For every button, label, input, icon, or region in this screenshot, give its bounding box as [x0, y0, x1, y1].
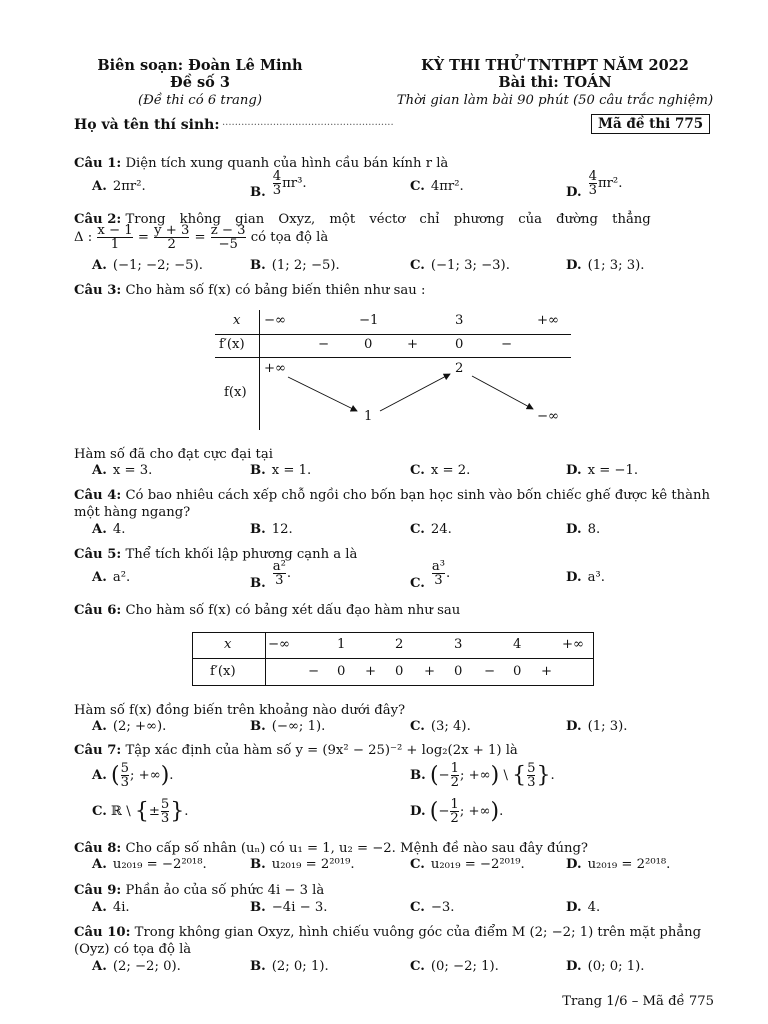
st-sign: + [541, 664, 553, 679]
question-10 [74, 924, 714, 958]
vt-f-value: 2 [455, 361, 464, 376]
st-x-value: 2 [395, 637, 404, 652]
st-fp-label: f′(x) [210, 664, 236, 679]
vt-f-value: −∞ [537, 409, 560, 424]
exam-title: KỲ THI THỬ TNTHPT NĂM 2022 [421, 57, 689, 74]
st-sign: + [365, 664, 377, 679]
question-label: Câu 7: [74, 743, 122, 758]
question-label: Câu 5: [74, 547, 122, 562]
options-q9 [92, 900, 712, 918]
options-q1 [92, 169, 712, 200]
question-text: Cho hàm số f(x) có bảng biến thiên như sau : [125, 283, 426, 298]
question-8 [74, 840, 714, 857]
option-b[interactable]: B. $\frac{\text{a²}}{3}$ . [250, 559, 292, 591]
option-d[interactable]: D. a³. [566, 570, 605, 585]
options-q8 [92, 857, 712, 875]
question-text: Tập xác định của hàm số y = (9x² − 25)⁻² + log₂(2x + 1) là [125, 743, 518, 758]
question-label: Câu 2: [74, 212, 122, 227]
option-d[interactable]: D. (0; 0; 1). [566, 959, 645, 974]
option-b[interactable]: B. (2; 0; 1). [250, 959, 329, 974]
candidate-label: Họ và tên thí sinh: [74, 117, 220, 133]
question-text: Có bao nhiêu cách xếp chỗ ngồi cho bốn bạn học sinh vào bốn chiếc ghế được kê thành một hàng ngang? [74, 488, 710, 520]
pages-note: (Đề thi có 6 trang) [138, 93, 262, 108]
question-text: Trong không gian Oxyz, một véctơ chỉ phương của đường thẳng [125, 212, 651, 227]
st-x-value: −∞ [268, 637, 291, 652]
question-6-prompt: Hàm số f(x) đồng biến trên khoảng nào dưới đây? [74, 703, 406, 718]
option-a[interactable]: A. (2; −2; 0). [92, 959, 181, 974]
vt-f-value: 1 [364, 409, 373, 424]
option-b[interactable]: B. 12. [250, 522, 293, 537]
candidate-name-field: ...................................................... [222, 117, 394, 128]
option-d[interactable]: D. $\frac{4}{3}$ πr². [566, 169, 623, 200]
question-label: Câu 4: [74, 488, 122, 503]
question-text: Cho cấp số nhân (uₙ) có u₁ = 1, u₂ = −2. Mệnh đề nào sau đây đúng? [125, 841, 588, 856]
option-c[interactable]: C. −3. [410, 900, 455, 915]
options-q6 [92, 719, 712, 737]
option-c[interactable]: C. $\frac{\text{a³}}{3}$ . [410, 559, 451, 591]
option-d[interactable]: D. x = −1. [566, 463, 639, 478]
question-7 [74, 742, 714, 759]
option-a[interactable]: A. ( $\frac{5}{3}$ ; +∞). [92, 761, 174, 790]
st-sign: 0 [513, 664, 522, 679]
option-d[interactable]: D. (− $\frac{1}{2}$ ; +∞). [410, 797, 504, 826]
options-q5 [92, 559, 712, 591]
vt-f-label: f(x) [224, 385, 247, 400]
decreasing-arrow [472, 376, 533, 409]
subject: Bài thi: TOÁN [498, 74, 612, 91]
question-4 [74, 487, 714, 521]
st-sign: + [424, 664, 436, 679]
question-3-prompt: Hàm số đã cho đạt cực đại tại [74, 447, 273, 462]
option-d[interactable]: D. u₂₀₁₉ = 2²⁰¹⁸. [566, 857, 671, 872]
question-label: Câu 9: [74, 883, 122, 898]
option-a[interactable]: A. 4. [92, 522, 126, 537]
vt-x-value: 3 [455, 313, 464, 328]
author: Biên soạn: Đoàn Lê Minh [97, 57, 303, 74]
st-sign: 0 [454, 664, 463, 679]
vt-sign: + [407, 337, 419, 352]
option-c[interactable]: C. u₂₀₁₉ = −2²⁰¹⁹. [410, 857, 525, 872]
option-c[interactable]: C. 4πr². [410, 179, 464, 194]
option-b[interactable]: B. (1; 2; −5). [250, 258, 340, 273]
exam-set: Đề số 3 [170, 74, 230, 91]
option-d[interactable]: D. (1; 3; 3). [566, 258, 645, 273]
st-sign: 0 [337, 664, 346, 679]
vt-sign: 0 [364, 337, 373, 352]
question-3 [74, 282, 714, 299]
option-c[interactable]: C. (0; −2; 1). [410, 959, 499, 974]
vt-x-value: −∞ [264, 313, 287, 328]
option-c[interactable]: C. (−1; 3; −3). [410, 258, 510, 273]
question-text: Trong không gian Oxyz, hình chiếu vuông góc của điểm M (2; −2; 1) trên mặt phẳng (Oyz) có tọa độ là [74, 925, 702, 957]
question-5 [74, 546, 714, 563]
option-c[interactable]: C. (3; 4). [410, 719, 471, 734]
option-a[interactable]: A. (−1; −2; −5). [92, 258, 203, 273]
time-note: Thời gian làm bài 90 phút (50 câu trắc nghiệm) [396, 93, 714, 108]
st-sign: − [308, 664, 320, 679]
option-a[interactable]: A. a². [92, 570, 131, 585]
question-text: Diện tích xung quanh của hình cầu bán kính r là [125, 156, 449, 171]
vt-sign: − [318, 337, 330, 352]
st-x-value: 4 [513, 637, 522, 652]
option-d[interactable]: D. 8. [566, 522, 601, 537]
st-x-value: +∞ [562, 637, 585, 652]
question-label: Câu 10: [74, 925, 131, 940]
vt-x-value: +∞ [537, 313, 560, 328]
question-text: Phần ảo của số phức 4i − 3 là [125, 883, 325, 898]
options-q3 [92, 463, 712, 481]
option-d[interactable]: D. 4. [566, 900, 601, 915]
option-b[interactable]: B. −4i − 3. [250, 900, 328, 915]
page-footer: Trang 1/6 – Mã đề 775 [562, 994, 714, 1009]
question-9 [74, 882, 714, 899]
question-label: Câu 1: [74, 156, 122, 171]
option-c[interactable]: C. 24. [410, 522, 452, 537]
question-6 [74, 602, 714, 619]
option-d[interactable]: D. (1; 3). [566, 719, 628, 734]
options-q2 [92, 258, 712, 276]
vt-x-value: −1 [359, 313, 379, 328]
option-b[interactable]: B. (− $\frac{1}{2}$ ; +∞) \ { $\frac{5}{3}$ }. [410, 761, 555, 790]
question-label: Câu 6: [74, 603, 122, 618]
vt-sign: 0 [455, 337, 464, 352]
question-text: Cho hàm số f(x) có bảng xét dấu đạo hàm như sau [125, 603, 461, 618]
option-c[interactable]: C. x = 2. [410, 463, 471, 478]
vt-f-value: +∞ [264, 361, 287, 376]
option-a[interactable]: A. 4i. [92, 900, 130, 915]
vt-fp-label: f′(x) [219, 337, 245, 352]
option-b[interactable]: B. u₂₀₁₉ = 2²⁰¹⁹. [250, 857, 355, 872]
vt-x-label: x [233, 313, 241, 328]
question-label: Câu 3: [74, 283, 122, 298]
vt-sign: − [501, 337, 513, 352]
question-text: Thể tích khối lập phương cạnh a là [125, 547, 358, 562]
st-sign: 0 [395, 664, 404, 679]
option-a[interactable]: A. 2πr². [92, 179, 146, 194]
exam-code-box: Mã đề thi 775 [591, 114, 710, 134]
st-x-value: 3 [454, 637, 463, 652]
st-sign: − [484, 664, 496, 679]
st-x-value: 1 [337, 637, 346, 652]
decreasing-arrow [288, 377, 357, 411]
option-a[interactable]: A. u₂₀₁₉ = −2²⁰¹⁸. [92, 857, 207, 872]
option-a[interactable]: A. x = 3. [92, 463, 153, 478]
line-equation: Δ : $\frac{x - 1}{1}$ = $\frac{y + 3}{2}$ = $\frac{z - 3}{-5}$ có tọa độ là [74, 223, 329, 252]
option-b[interactable]: B. x = 1. [250, 463, 312, 478]
option-c[interactable]: C. ℝ \ {± $\frac{5}{3}$ }. [92, 797, 189, 826]
options-q10 [92, 959, 712, 977]
increasing-arrow [380, 374, 450, 411]
options-q4 [92, 522, 712, 540]
question-label: Câu 8: [74, 841, 122, 856]
option-b[interactable]: B. $\frac{4}{3}$ πr³. [250, 169, 307, 200]
st-x-label: x [224, 637, 232, 652]
option-b[interactable]: B. (−∞; 1). [250, 719, 326, 734]
option-a[interactable]: A. (2; +∞). [92, 719, 167, 734]
